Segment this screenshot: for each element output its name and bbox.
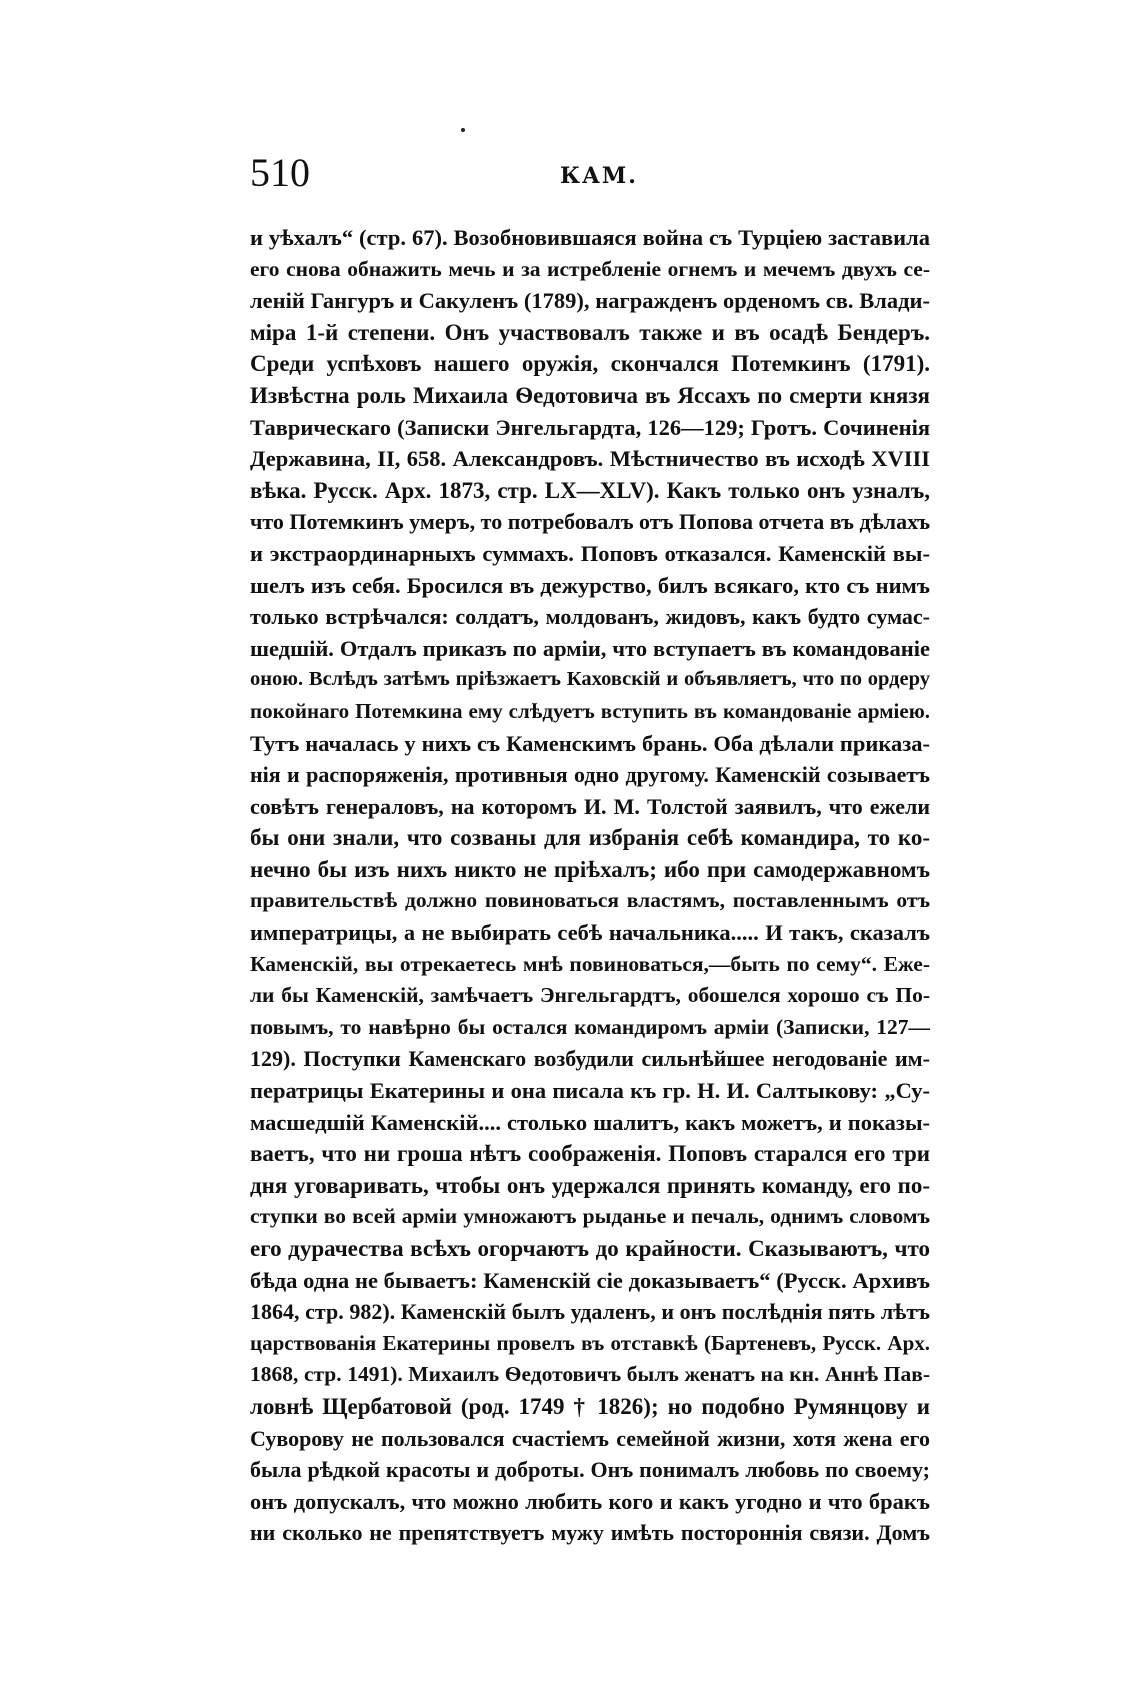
running-head: КАМ.: [560, 163, 638, 189]
text-line: масшедшій Каменскій.... столько шалитъ, какъ можетъ, и показы-: [250, 1109, 930, 1135]
text-line: міра 1-й степени. Онъ участвовалъ также и въ осадѣ Бендеръ.: [250, 319, 930, 345]
text-line: совѣтъ генераловъ, на которомъ И. М. Толстой заявилъ, что ежели: [250, 793, 930, 819]
text-line: только встрѣчался: солдатъ, молдованъ, жидовъ, какъ будто сумас-: [250, 604, 930, 630]
text-line: онъ допускалъ, что можно любить кого и какъ угодно и что бракъ: [250, 1488, 930, 1514]
text-line: и уѣхалъ“ (стр. 67). Возобновившаяся война съ Турціею заставила: [250, 225, 930, 250]
text-line: Извѣстна роль Михаила Ѳедотовича въ Яссахъ по смерти князя: [250, 382, 930, 408]
text-line: покойнаго Потемкина ему слѣдуетъ вступить въ командованіе арміею.: [250, 698, 930, 723]
text-line: нечно бы изъ нихъ никто не пріѣхалъ; ибо при самодержавномъ: [250, 856, 930, 882]
text-line: Таврическаго (Записки Энгельгардта, 126—129; Гротъ. Сочиненія: [250, 414, 930, 440]
text-line: повымъ, то навѣрно бы остался командиромъ арміи (Записки, 127—: [250, 1014, 930, 1039]
text-line: нія и распоряженія, противныя одно другому. Каменскій созываетъ: [250, 762, 930, 788]
text-line: Каменскій, вы отрекаетесь мнѣ повиноваться,—быть по сему“. Еже-: [250, 951, 930, 976]
text-line: ни сколько не препятствуетъ мужу имѣть постороннія связи. Домъ: [250, 1520, 930, 1546]
text-line: ступки во всей арміи умножаютъ рыданье и печаль, однимъ словомъ: [250, 1204, 930, 1229]
text-line: ли бы Каменскій, замѣчаетъ Энгельгардтъ, обошелся хорошо съ По-: [250, 983, 930, 1008]
text-line: правительствѣ должно повиноваться властямъ, поставленнымъ отъ: [250, 888, 930, 913]
text-line: царствованія Екатерины провелъ въ отставкѣ (Бартеневъ, Русск. Арх.: [250, 1330, 930, 1355]
text-line: его дурачества всѣхъ огорчаютъ до крайности. Сказываютъ, что: [250, 1236, 930, 1261]
text-line: шелъ изъ себя. Бросился въ дежурство, билъ всякаго, кто съ нимъ: [250, 572, 930, 598]
text-line: 129). Поступки Каменскаго возбудили сильнѣйшее негодованіе им-: [250, 1046, 930, 1072]
text-line: императрицы, а не выбирать себѣ начальника..... И такъ, сказалъ: [250, 920, 930, 946]
text-line: Среди успѣховъ нашего оружія, скончался Потемкинъ (1791).: [250, 351, 930, 377]
text-line: 1868, стр. 1491). Михаилъ Ѳедотовичъ былъ женатъ на кн. Аннѣ Пав-: [250, 1362, 930, 1387]
page-number: 510: [250, 150, 310, 195]
text-line: шедшій. Отдалъ приказъ по арміи, что вступаетъ въ командованіе: [250, 635, 930, 661]
text-line: что Потемкинъ умеръ, то потребовалъ отъ Попова отчета въ дѣлахъ: [250, 509, 930, 535]
text-line: ператрицы Екатерины и она писала къ гр. Н. И. Салтыкову: „Су-: [250, 1078, 930, 1104]
text-line: была рѣдкой красоты и доброты. Онъ понималъ любовь по своему;: [250, 1457, 930, 1483]
text-line: оною. Вслѣдъ затѣмъ пріѣзжаетъ Каховскій и объявляетъ, что по ордеру: [250, 668, 930, 691]
text-line: леній Гангуръ и Сакуленъ (1789), награжденъ орденомъ св. Влади-: [250, 288, 930, 314]
text-line: вѣка. Русск. Арх. 1873, стр. LX—XLV). Какъ только онъ узналъ,: [250, 477, 930, 503]
text-line: Тутъ началась у нихъ съ Каменскимъ брань. Оба дѣлали приказа-: [250, 730, 930, 756]
text-line: ловнѣ Щербатовой (род. 1749 † 1826); но подобно Румянцову и: [250, 1393, 930, 1419]
text-line: его снова обнажить мечь и за истребленіе огнемъ и мечемъ двухъ се-: [250, 256, 930, 281]
text-line: и экстраординарныхъ суммахъ. Поповъ отказался. Каменскій вы-: [250, 540, 930, 566]
text-line: Суворову не пользовался счастіемъ семейной жизни, хотя жена его: [250, 1425, 930, 1451]
text-line: 1864, стр. 982). Каменскій былъ удаленъ, и онъ послѣднія пять лѣтъ: [250, 1299, 930, 1325]
text-line: ваетъ, что ни гроша нѣтъ соображенія. Поповъ старался его три: [250, 1141, 930, 1167]
text-line: Державина, II, 658. Александровъ. Мѣстничество въ исходѣ XVIII: [250, 446, 930, 472]
text-line: дня уговаривать, чтобы онъ удержался принять команду, его по-: [250, 1172, 930, 1198]
print-speck: [461, 128, 465, 132]
text-line: бы они знали, что созваны для избранія себѣ командира, то ко-: [250, 825, 930, 851]
text-line: бѣда одна не бываетъ: Каменскій сіе доказываетъ“ (Русск. Архивъ: [250, 1267, 930, 1293]
page-header: [250, 148, 930, 198]
body-text: [250, 222, 930, 1549]
